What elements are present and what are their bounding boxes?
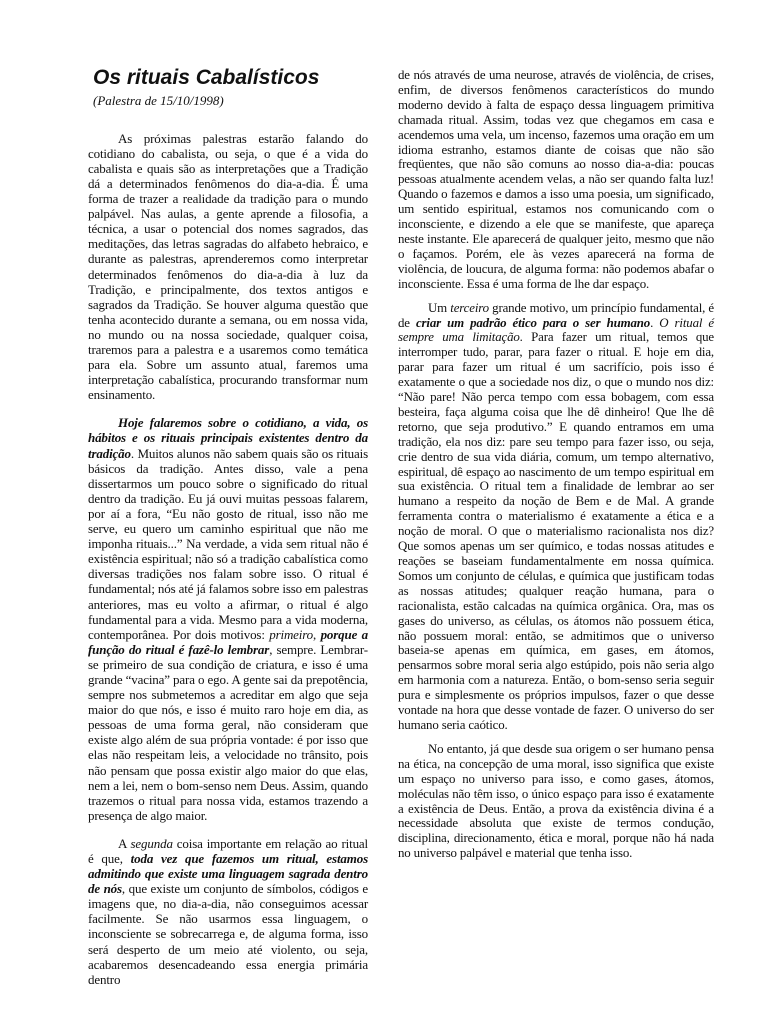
paragraph-rituals [88, 415, 368, 823]
paragraph-second-reason [88, 836, 368, 987]
italic-word: terceiro [450, 300, 489, 315]
paragraph-intro: As próximas palestras estarão falando do cotidiano do cabalista, ou seja, o que é a vida do cabalista e quais são as interpretações que a Tradição dá a determinados fenômenos do dia-a-dia. É uma forma de trazer a realidade da tradição para o mundo palpável. Nas aulas, a gente aprende a filosofia, a técnica, a usar o potencial dos nomes sagrados, das meditações, das letras sagradas do alfabeto hebraico, e durante as palestras, aprenderemos como interpretar determinados fenômenos do dia-a-dia à luz da Tradição, e principalmente, dos textos antigos e sagrados da Tradição. Se houver alguma questão que tenha acontecido durante a semana, ou em nossa vida, no mundo ou na nossa sociedade, qualquer coisa, traremos para a palestra e a usaremos como temática para ela. Sobre um assunto atual, faremos uma interpretação cabalística, procurando transformar num ensinamento. [88, 130, 368, 403]
paragraph-text: coisa importante em relação ao ritual é que, [88, 835, 369, 866]
paragraph-text: , sempre. Lembrar-se primeiro de sua condição de criatura, e isso é uma grande “vacina” para o ego. A gente sai da prepotência, sempre nos submetemos a acreditar em algo que seja maior do que nós, e isso é muito raro hoje em dia, as pessoas de uma forma geral, não consideram que existe algo além de sua própria vontade: é por isso que elas não respeitam leis, a velocidade no trânsito, pois não pensam que possa existir algo maior do que elas, nem a lei, nem o bom-senso nem Deus. Assim, quando trazemos o ritual para nossa vida, estamos trazendo a presença de algo maior. [88, 641, 368, 823]
paragraph-text: . Muitos alunos não sabem quais são os rituais básicos da tradição. Antes disso, vale a pena dissertarmos um pouco sobre o significado do ritual dentro da tradição. Eu já ouvi muitas pessoas falarem, por aí a fora, “Eu não gosto de ritual, isso não me serve, eu quero um caminho espiritual que não me imponha rituais...” Na verdade, a vida sem ritual não é existência espiritual; não só a tradição cabalística como diversas tradições nos falam sobre isso. O ritual é fundamental; nós até já falamos sobre isso em palestras anteriores, mas eu volto a afirmar, o ritual é algo fundamental para a vida. Mesmo para a vida moderna, contemporânea. Por dois motivos: [88, 445, 368, 642]
paragraph-text: . [650, 315, 660, 330]
italic-word: primeiro [269, 626, 314, 642]
paragraph-text: A [118, 835, 131, 851]
bold-phrase: porque a função do ritual é fazê-lo lembrar [88, 626, 369, 657]
paragraph-text: , que existe um conjunto de símbolos, códigos e imagens que, no dia-a-dia, não conseguimos acessar facilmente. Se não usarmos essa linguagem, o inconsciente se sobrecarrega e, de alguma forma, isso será desperto de um meio até violento, ou seja, acabaremos desencadeando essa energia primária dentro [88, 881, 368, 987]
bold-phrase: toda vez que fazemos um ritual, estamos admitindo que existe uma linguagem sagrada dentro de nós [88, 851, 368, 897]
paragraph-text: grande motivo, um princípio fundamental, é de [398, 300, 715, 330]
bold-phrase: criar um padrão ético para o ser humano [415, 315, 651, 330]
document-title: Os rituais Cabalísticos [93, 66, 320, 89]
document-subtitle: (Palestra de 15/10/1998) [93, 93, 224, 109]
paragraph-third-reason [398, 301, 714, 733]
paragraph-text: Um [428, 300, 451, 315]
paragraph-continuation: de nós através de uma neurose, através de violência, de crises, enfim, de diversos fenômenos característicos do mundo moderno devido à falta de espaço dessa linguagem primitiva chamada ritual. Assim, todas vez que chegamos em casa e acendemos uma vela, um incenso, fazemos uma oração em um idioma estranho, estamos diante de coisas que não são freqüentes, que não são comuns ao nosso dia-a-dia: poucas pessoas atualmente acendem velas, a não ser quando falta luz! Quando o fazemos e damos a isso uma poesia, um significado, um sentido espiritual, estamos nos comunicando com o inconsciente, e dizendo a ele que se manifeste, que apareça neste instante. Ele aparecerá de qualquer jeito, mesmo que não o façamos. Porém, ele às vezes aparecerá na forma de violência, de loucura, de alguma forma: não podemos abafar o inconsciente. Essa é uma forma de lhe dar espaço. [398, 68, 714, 291]
paragraph-text: , [313, 626, 321, 642]
right-column [398, 68, 714, 861]
italic-phrase: O ritual é sempre uma limitação [398, 315, 714, 345]
italic-word: segunda [130, 835, 173, 851]
left-column [88, 66, 368, 987]
paragraph-text: . Para fazer um ritual, temos que interromper tudo, parar, para fazer o ritual. E hoje em dia, parar para fazer um ritual é um sacrifício, pois isso é exatamente o que a sociedade nos diz, o que o mundo nos diz: “Não pare! Não perca tempo com essa bobagem, com essa besteira, faça alguma coisa que lhe dê dinheiro! Que lhe dê retorno, que seja produtivo.” E quando entramos em uma tradição, ela nos diz: pare seu tempo para fazer isso, ou seja, crie dentro de sua vida diária, comum, um tempo alternativo, espiritual, dê espaço ao nascimento de um tempo espiritual em sua existência. O ritual tem a finalidade de lembrar ao ser humano a respeito da noção de Bem e de Mal. A grande ferramenta contra o materialismo é exatamente a ética e a noção de moral. O que o materialismo racionalista nos diz? Que somos apenas um ser químico, e todas nossas atitudes e reações se baseiam fundamentalmente em nossa química. Somos um conjunto de células, e química que justificam todas as nossas atitudes; qualquer reação humana, para o racionalista, estão calcadas na química orgânica. Ora, mas os gases do universo, as células, os átomos não possuem ética, não possuem moral: então, se admitimos que o universo baseia-se apenas em química, em gases, em átomos, pensarmos sobre moral seria algo estúpido, pois não seria algo em harmonia com a natureza. Então, o bom-senso seria seguir pura e simplesmente os próprios impulsos, fazer o que desse vontade na hora que desse vontade de fazer. O universo do ser humano seria caótico. [398, 330, 714, 732]
bold-phrase: Hoje falaremos sobre o cotidiano, a vida, os hábitos e os rituais principais existentes dentro da tradição [88, 415, 368, 461]
paragraph-ethics: No entanto, já que desde sua origem o ser humano pensa na ética, na concepção de uma moral, isso significa que existe um espaço no universo para isso, e como gases, átomos, moléculas não têm isso, o único espaço para isso é exatamente a existência de Deus. Então, a prova da existência divina é a necessidade absoluta que existe de termos condução, disciplina, direcionamento, ética e moral, porque não há nada no universo palpável e material que tenha isso. [398, 741, 714, 861]
